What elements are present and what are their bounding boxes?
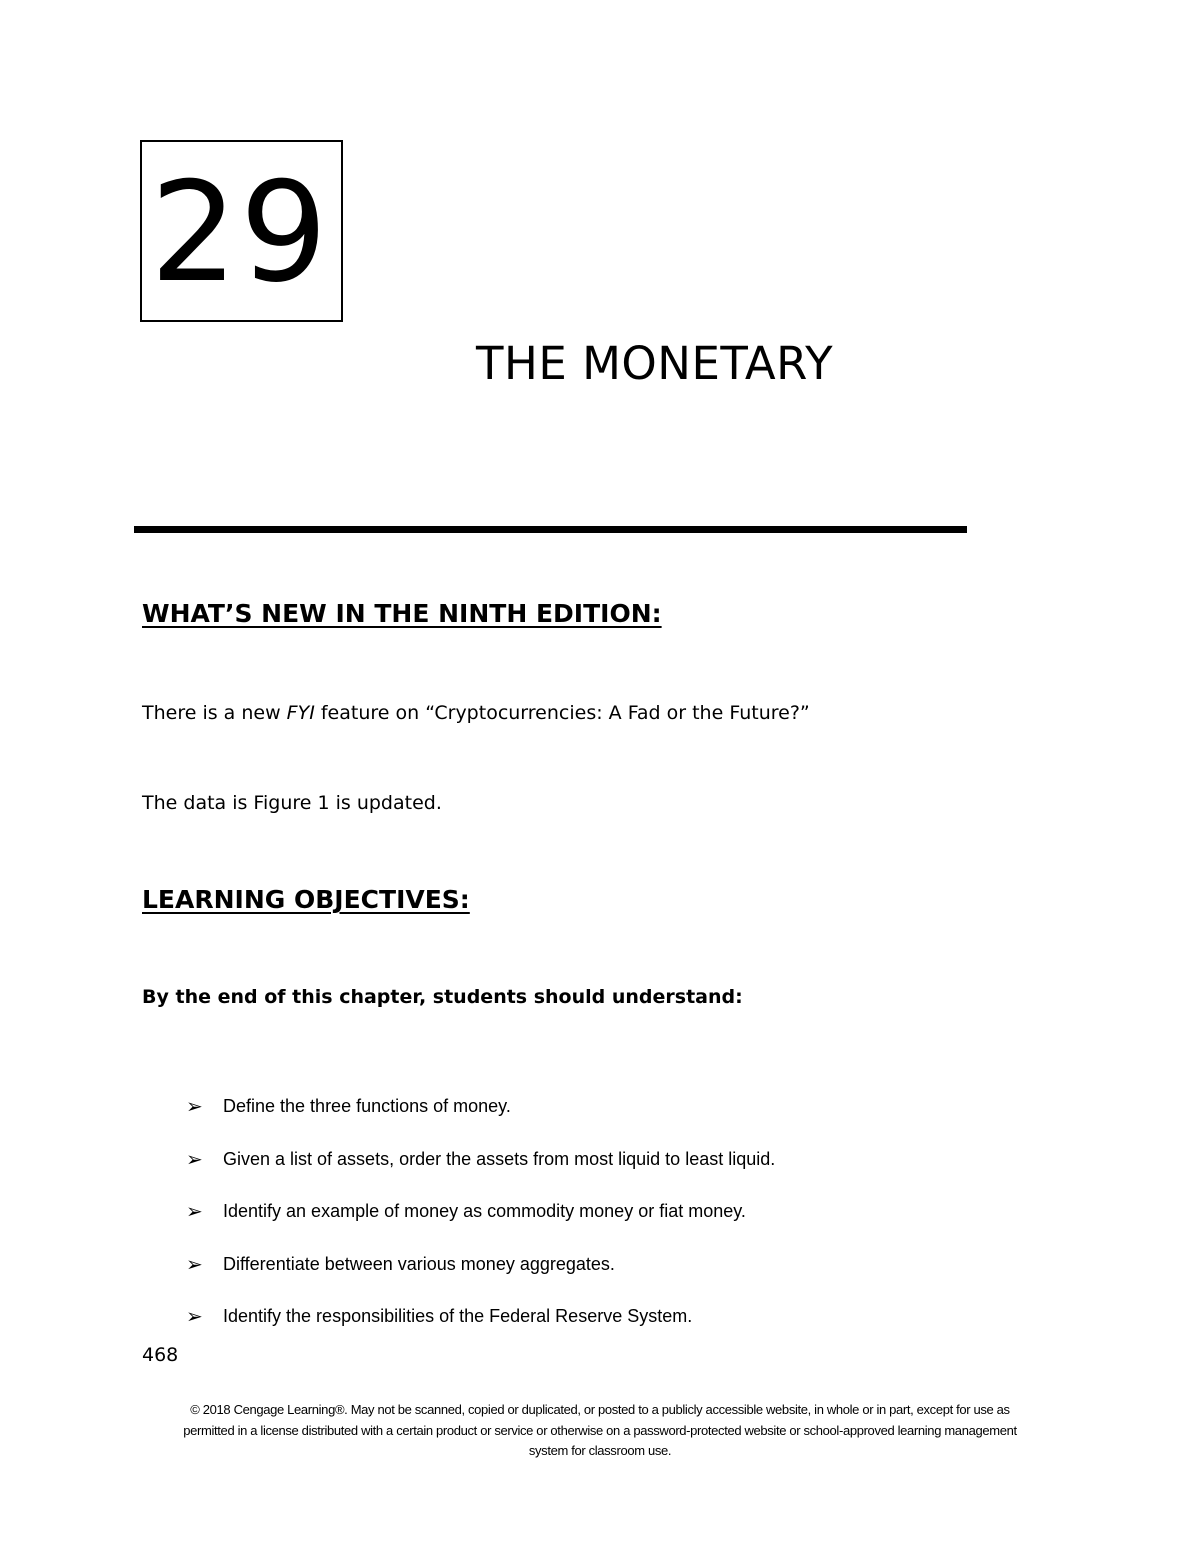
whats-new-heading: WHAT’S NEW IN THE NINTH EDITION: — [142, 599, 662, 628]
copyright-line: permitted in a license distributed with a certain product or service or otherwise on a password-protected website or school-approved learning management — [183, 1422, 1017, 1438]
learning-objectives-heading: LEARNING OBJECTIVES: — [142, 885, 470, 914]
chapter-title: THE MONETARY — [476, 337, 834, 390]
chapter-number-box — [140, 140, 343, 322]
objective-item — [186, 1238, 775, 1291]
objective-item — [186, 1290, 775, 1343]
whats-new-item-1 — [142, 700, 810, 726]
page-number: 468 — [142, 1344, 179, 1366]
whats-new-item-1-start: There is a new — [142, 702, 287, 724]
whats-new-item-1-end: feature on “Cryptocurrencies: A Fad or the Future?” — [314, 702, 810, 724]
arrow-bullet-icon: ➢ — [186, 1304, 203, 1329]
objective-text: Define the three functions of money. — [223, 1096, 511, 1117]
arrow-bullet-icon: ➢ — [186, 1146, 203, 1171]
objective-item — [186, 1080, 775, 1133]
learning-objectives-intro: By the end of this chapter, students should understand: — [142, 986, 743, 1008]
objective-text: Differentiate between various money aggregates. — [223, 1253, 615, 1274]
objective-text: Identify an example of money as commodity money or fiat money. — [223, 1201, 746, 1222]
arrow-bullet-icon: ➢ — [186, 1251, 203, 1276]
title-divider — [134, 526, 967, 533]
learning-objectives-list — [186, 1080, 775, 1343]
copyright-line: system for classroom use. — [528, 1443, 672, 1458]
objective-item — [186, 1185, 775, 1238]
whats-new-item-2: The data is Figure 1 is updated. — [142, 792, 442, 814]
arrow-bullet-icon: ➢ — [186, 1094, 203, 1119]
arrow-bullet-icon: ➢ — [186, 1199, 203, 1224]
chapter-number: 29 — [150, 152, 330, 313]
objective-item — [186, 1133, 775, 1186]
copyright-notice — [140, 1400, 1060, 1462]
fyi-label: FYI — [286, 702, 315, 724]
objective-text: Identify the responsibilities of the Federal Reserve System. — [223, 1306, 693, 1327]
objective-text: Given a list of assets, order the assets from most liquid to least liquid. — [223, 1148, 776, 1169]
copyright-line: © 2018 Cengage Learning®. May not be scanned, copied or duplicated, or posted to a publicly accessible website, in whole or in part, except for use as — [190, 1402, 1010, 1417]
